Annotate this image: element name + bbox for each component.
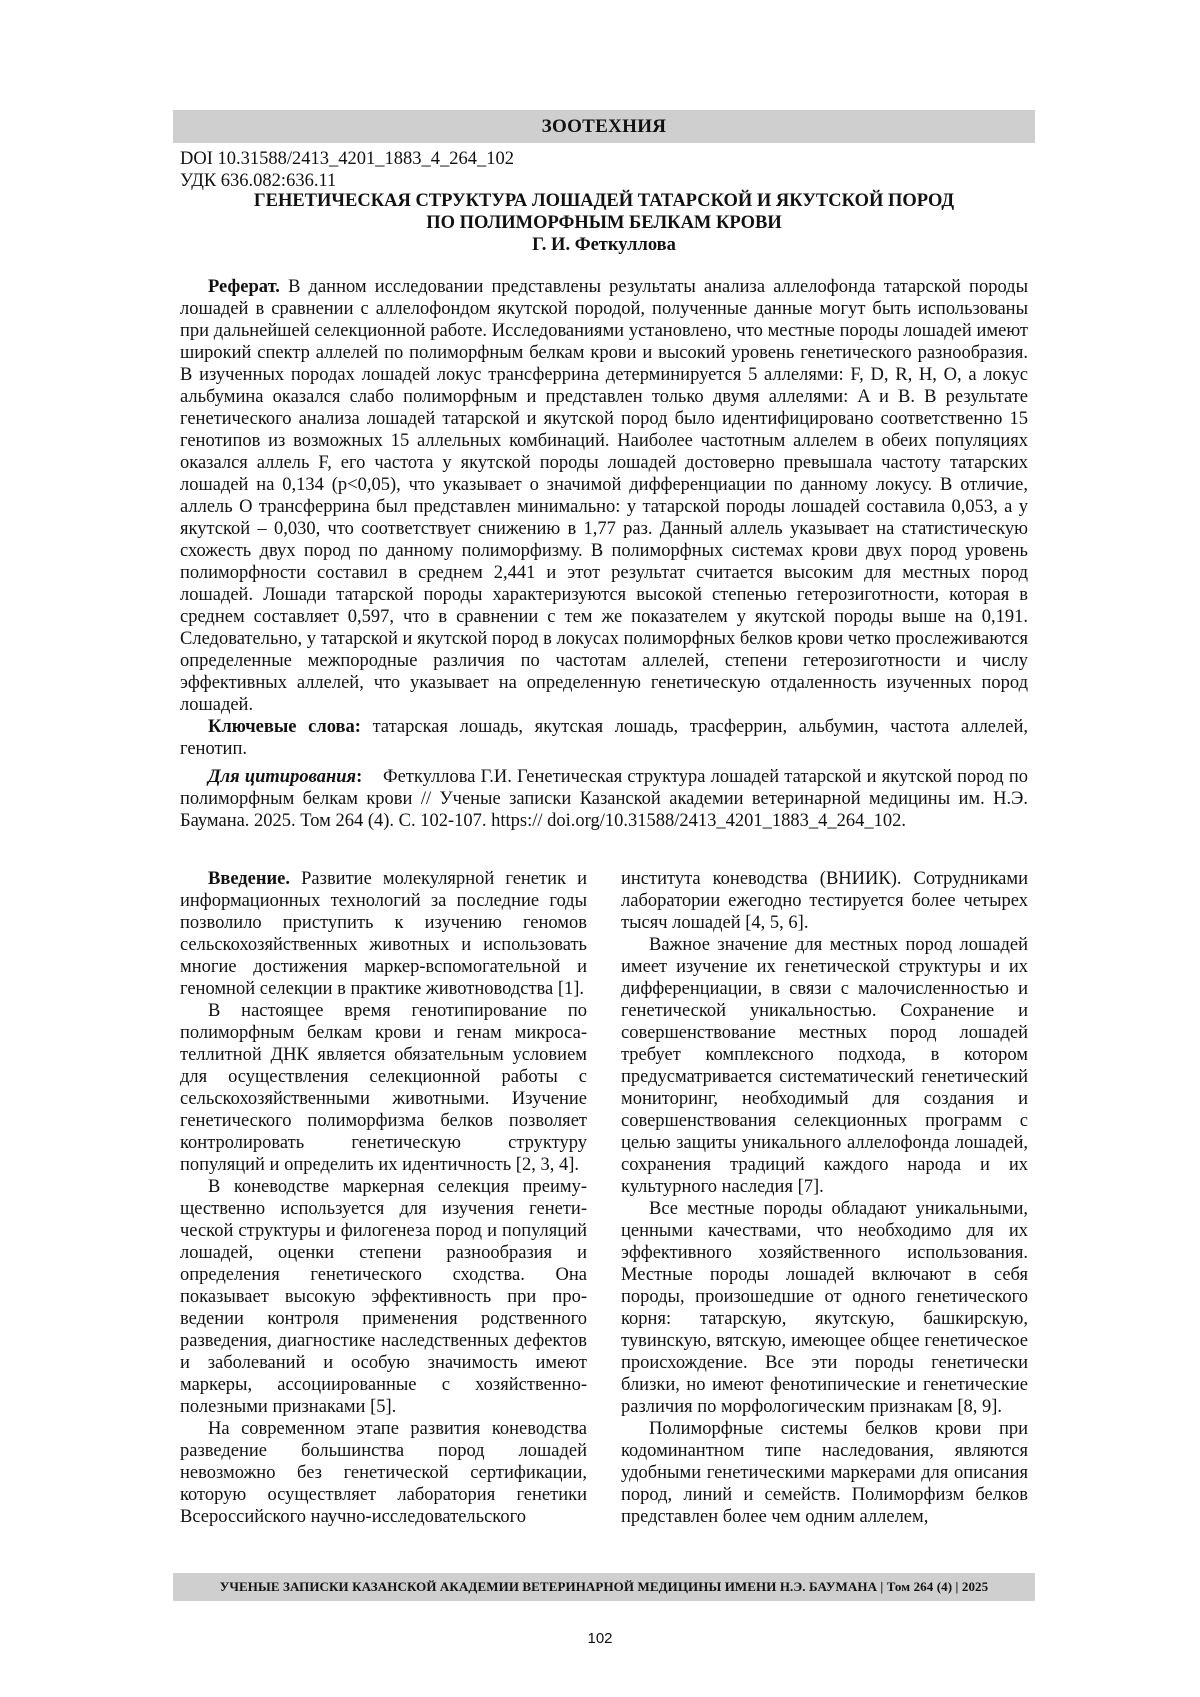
article-meta xyxy=(180,148,514,192)
page-number: 102 xyxy=(587,1630,613,1647)
author: Г. И. Феткуллова xyxy=(532,235,676,255)
right-paragraph-3: Все местные породы обладают уникальными, ценными качествами, что необходимо для их эффективного хозяйственного использования. Местные породы лошадей включают в себя породы, произошедшие от одного генетического корня: татарскую, якутскую, башкирскую, тувинскую, вятскую, имеющее общее генетическое происхождение. Все эти породы генетически близки, но имеют фенотипические и генетические различия по морфологическим признакам [8, 9]. xyxy=(621,1199,1028,1417)
article-title-block xyxy=(173,190,1035,256)
abstract-text: В данном исследовании представлены результаты анализа аллелофонда татарской породы лошадей в сравнении с аллелофондом якутской породой, полученные данные могут быть использованы при дальнейшей селекционной работе. Исследованиями установлено, что местные породы лошадей имеют широкий спектр аллелей по полиморфным белкам крови и высокий уровень генетического разнообразия. В изученных породах лошадей локус трансферрина детерминируется 5 аллелями: F, D, R, H, O, а локус альбумина оказался слабо полиморфным и представлен только двумя аллелями: A и B. В результате генетического анализа лошадей татарской и якутской пород было идентифицировано соответственно 15 генотипов из возможных 15 аллельных комбинаций. Наиболее частотным аллелем в обеих популяциях оказался аллель F, его частота у якутской породы лошадей достоверно превышала частоту татарских лошадей на 0,134 (p<0,05), что указывает о значимой дифференциации по данному локусу. В отличие, аллель O трансферрина был представлен минимально: у татарской породы лошадей составила 0,053, а у якутской – 0,030, что соответствует снижению в 1,77 раз. Данный аллель указывает на статистическую схожесть двух пород по данному полиморфизму. В полиморфных системах крови двух пород уровень полиморфности составил в среднем 2,441 и этот результат считается высоким для местных пород лошадей. Лошади татарской породы характеризуются высокой степенью гетерозиготности, которая в среднем составляет 0,597, что в сравнении с тем же показателем у якутской породы выше на 0,191. Следовательно, у татарской и якутской пород в локусах полиморфных белков крови четко прослеживаются определенные межпородные различия по частотам аллелей, степени гетерозиготности и числу эффективных аллелей, что указывает на определенную генетическую отдаленность изученных пород лошадей. xyxy=(180,277,1029,715)
section-title: ЗООТЕХНИЯ xyxy=(541,115,667,137)
body-columns xyxy=(180,868,1028,1528)
left-paragraph-3: В коневодстве маркерная селекция преимущественно используется для изучения генетической структуры и филогенеза пород и популяций лошадей, оценки степени разнообразия и определения генетического сходства. Она показывает высокую эффективность при проведении контроля применения родственного разведения, диагностике наследственных дефектов и заболеваний и особую значимость имеют маркеры, ассоциированные с хозяйственно-полезными признаками [5]. xyxy=(180,1177,587,1417)
citation-colon: : xyxy=(356,767,363,787)
intro-paragraph xyxy=(180,868,587,1000)
journal-footer xyxy=(173,1573,1035,1601)
abstract-paragraph xyxy=(180,276,1028,716)
udk: УДК 636.082:636.11 xyxy=(180,171,337,191)
right-paragraph-2: Важное значение для местных пород лошадей имеет изучение их генетической структуры и их дифференциации, в связи с малочисленностью и генетической уникальностью. Сохранение и совершенствование местных пород лошадей требует комплексного подхода, в котором предусматривается систематический генетический мониторинг, необходимый для создания и совершенствования селекционных программ с целью защиты уникального аллелофонда лошадей, сохранения традиций каждого народа и их культурного наследия [7]. xyxy=(621,935,1028,1197)
citation-text: Феткуллова Г.И. Генетическая структура лошадей татарской и якутской пород по полиморфным белкам крови // Ученые записки Казанской академии ветеринарной медицины им. Н.Э. Баумана. 2025. Том 264 (4). С. 102-107. https:// doi.org/10.31588/2413_4201_1883_4_264_102. xyxy=(180,767,1028,831)
abstract-section xyxy=(180,276,1028,832)
keywords-paragraph xyxy=(180,716,1028,760)
citation-paragraph xyxy=(180,766,1028,832)
doi: DOI 10.31588/2413_4201_1883_4_264_102 xyxy=(180,149,515,169)
left-paragraph-2: В настоящее время генотипирование по полиморфным белкам крови и генам микросателлитной ДНК является обязательным условием для осуществления селекционной работы с сельскохозяйственными животными. Изучение генетического полиморфизма белков позволяет контролировать генетическую структуру популяций и определить их идентичность [2, 3, 4]. xyxy=(180,1001,587,1175)
left-paragraph-4: На современном этапе развития коневодства разведение большинства пород лошадей невозможно без генетической сертификации, которую осуществляет лаборатория генетики Всероссийского научно-исследовательского xyxy=(180,1419,587,1527)
citation-label: Для цитирования xyxy=(208,767,357,787)
intro-label: Введение. xyxy=(208,869,291,889)
article-title-line-1: ГЕНЕТИЧЕСКАЯ СТРУКТУРА ЛОШАДЕЙ ТАТАРСКОЙ И ЯКУТСКОЙ ПОРОД xyxy=(253,191,955,211)
right-paragraph-1: института коневодства (ВНИИК). Сотрудниками лаборатории ежегодно тестируется более четырех тысяч лошадей [4, 5, 6]. xyxy=(621,869,1028,933)
journal-footer-text: УЧЕНЫЕ ЗАПИСКИ КАЗАНСКОЙ АКАДЕМИИ ВЕТЕРИНАРНОЙ МЕДИЦИНЫ ИМЕНИ Н.Э. БАУМАНА | Том 264 (4) | 2025 xyxy=(219,1579,989,1594)
section-header xyxy=(173,110,1035,143)
article-title-line-2: ПО ПОЛИМОРФНЫМ БЕЛКАМ КРОВИ xyxy=(426,213,782,233)
intro-text: Развитие молекулярной генетик и информационных технологий за последние годы позволило приступить к изучению геномов сельскохозяйственных животных и использовать многие достижения маркер-вспомогательной и геномной селекции в практике животноводства [1]. xyxy=(180,869,587,999)
right-column xyxy=(621,868,1028,1528)
left-column xyxy=(180,868,587,1528)
keywords-text: татарская лошадь, якутская лошадь, трасферрин, альбумин, частота аллелей, генотип. xyxy=(180,717,1028,759)
right-paragraph-4: Полиморфные системы белков крови при кодоминантном типе наследования, являются удобными генетическими маркерами для описания пород, линий и семейств. Полиморфизм белков представлен более чем одним аллелем, xyxy=(621,1419,1028,1527)
keywords-label: Ключевые слова: xyxy=(208,717,361,737)
abstract-label: Реферат. xyxy=(208,277,280,297)
